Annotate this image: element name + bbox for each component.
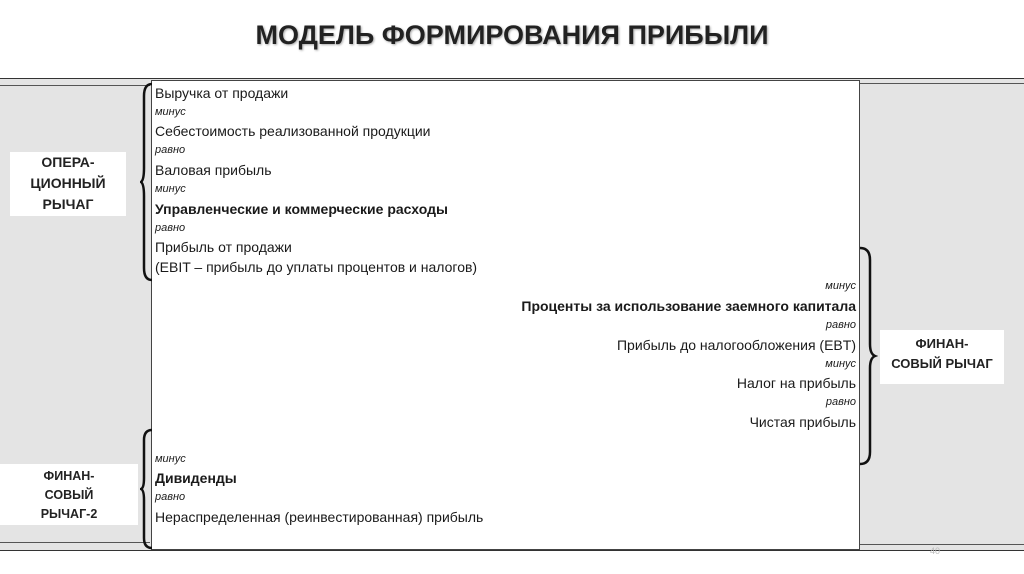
net-profit-line: Чистая прибыль xyxy=(749,414,856,430)
financial-lever-label xyxy=(880,330,1004,384)
ebit-line: (EBIT – прибыль до уплаты процентов и налогов) xyxy=(155,259,478,275)
ebt-line: Прибыль до налогообложения (EBT) xyxy=(616,337,856,353)
operator-minus: минус xyxy=(155,183,186,195)
financial-lever-brace xyxy=(858,246,878,466)
operator-equals: равно xyxy=(825,319,856,331)
profit-model-box xyxy=(151,80,860,550)
label-line: СОВЫЙ РЫЧАГ xyxy=(891,356,993,371)
operating-profit-line: Прибыль от продажи xyxy=(155,239,292,255)
operator-equals: равно xyxy=(825,396,856,408)
dividends-line: Дивиденды xyxy=(155,470,237,486)
page-number: 40 xyxy=(930,546,941,556)
gross-profit-line: Валовая прибыль xyxy=(155,162,272,178)
divider xyxy=(0,85,150,86)
operator-minus: минус xyxy=(155,106,186,118)
cogs-line: Себестоимость реализованной продукции xyxy=(155,123,431,139)
label-line: РЫЧАГ-2 xyxy=(40,507,98,521)
label-line: ФИНАН- xyxy=(43,469,95,483)
label-line: ОПЕРА- xyxy=(41,154,95,170)
label-line: ЦИОННЫЙ xyxy=(30,175,106,191)
divider xyxy=(860,544,1024,545)
interest-line: Проценты за использование заемного капитала xyxy=(521,298,856,314)
operator-minus: минус xyxy=(825,280,856,292)
operating-lever-brace xyxy=(140,82,154,282)
revenue-line: Выручка от продажи xyxy=(155,85,289,101)
operator-equals: равно xyxy=(155,222,186,234)
divider xyxy=(860,83,1024,84)
financial-lever-2-label xyxy=(0,464,138,525)
label-line: РЫЧАГ xyxy=(42,196,94,212)
income-tax-line: Налог на прибыль xyxy=(736,375,856,391)
operator-equals: равно xyxy=(155,144,186,156)
operator-equals: равно xyxy=(155,491,186,503)
label-line: СОВЫЙ xyxy=(44,488,94,502)
operating-lever-label xyxy=(10,152,126,216)
divider xyxy=(0,542,150,543)
operator-minus: минус xyxy=(155,453,186,465)
financial-lever-2-brace xyxy=(140,428,154,550)
label-line: ФИНАН- xyxy=(915,336,969,351)
retained-earnings-line: Нераспределенная (реинвестированная) прибыль xyxy=(155,509,484,525)
page-title: МОДЕЛЬ ФОРМИРОВАНИЯ ПРИБЫЛИ xyxy=(255,20,769,50)
operator-minus: минус xyxy=(825,358,856,370)
admin-expenses-line: Управленческие и коммерческие расходы xyxy=(155,201,448,217)
